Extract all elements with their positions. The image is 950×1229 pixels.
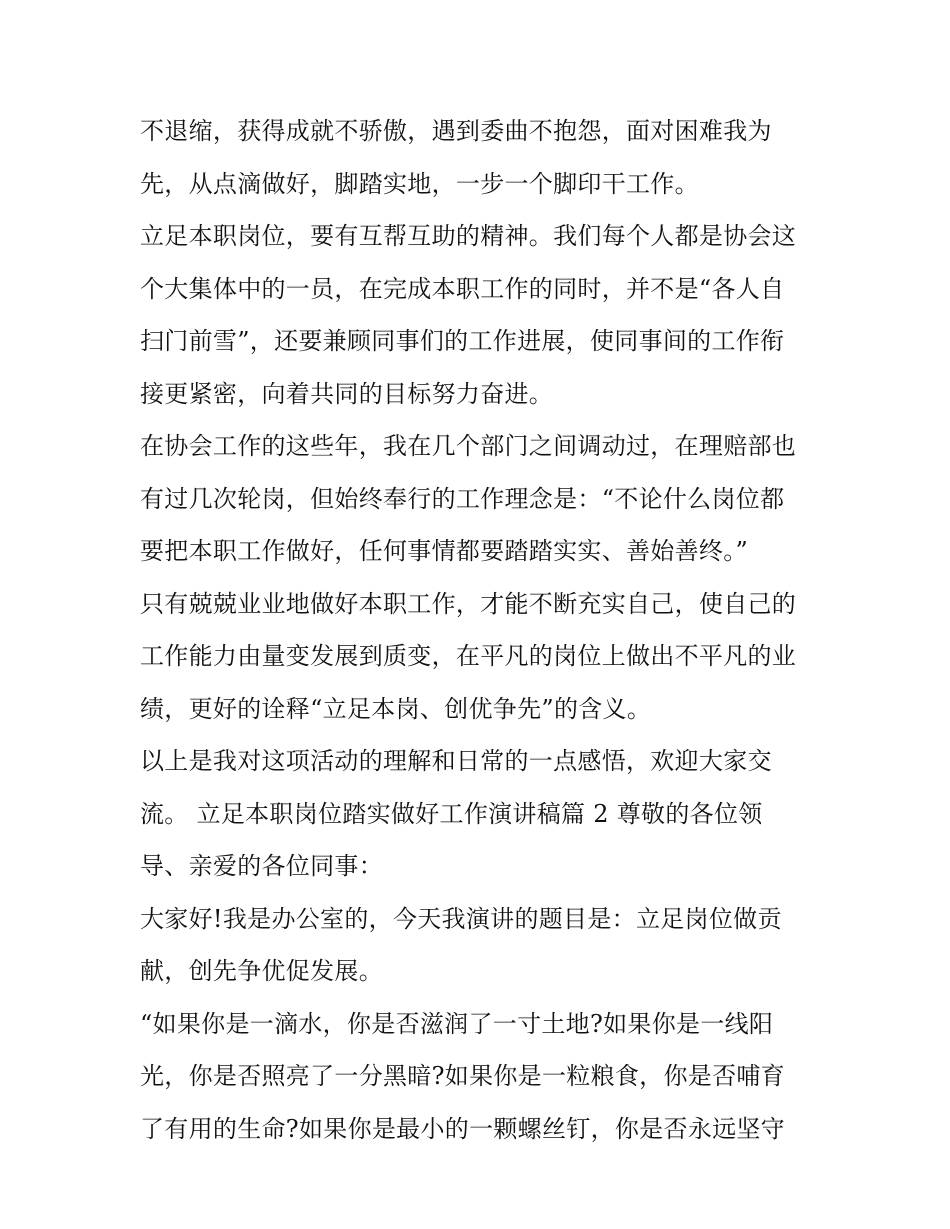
text-line: 个大集体中的一员，在完成本职工作的同时，并不是“各人自 [140,274,785,303]
text-line: 在协会工作的这些年，我在几个部门之间调动过，在理赔部也 [140,432,797,460]
text-line: 要把本职工作做好，任何事情都要踏踏实实、善始善终。” [140,537,749,565]
text-line: 不退缩，获得成就不骄傲，遇到委曲不抱怨，面对困难我为 [140,117,772,145]
body-text [140,105,840,1155]
text-line: 工作能力由量变发展到质变，在平凡的岗位上做出不平凡的业 [140,642,797,670]
text-line: 导、亲爱的各位同事： [140,852,383,880]
text-line: 接更紧密，向着共同的目标努力奋进。 [140,379,554,408]
text-line: 只有兢兢业业地做好本职工作，才能不断充实自己，使自己的 [140,589,797,618]
text-line: 流。 立足本职岗位踏实做好工作演讲稿篇 2 尊敬的各位领 [140,799,763,828]
text-line: “如果你是一滴水，你是否滋润了一寸土地?如果你是一线阳 [140,1009,774,1038]
text-line: 了有用的生命?如果你是最小的一颗螺丝钉，你是否永远坚守 [140,1114,785,1143]
text-line: 光，你是否照亮了一分黑暗?如果你是一粒粮食，你是否哺育 [140,1062,785,1090]
text-line: 大家好!我是办公室的，今天我演讲的题目是：立足岗位做贡 [140,904,782,933]
text-line: 有过几次轮岗，但始终奉行的工作理念是：“不论什么岗位都 [140,484,785,513]
text-line: 以上是我对这项活动的理解和日常的一点感悟，欢迎大家交 [140,747,772,775]
text-line: 先，从点滴做好，脚踏实地，一步一个脚印干工作。 [140,169,699,198]
text-line: 绩，更好的诠释“立足本岗、创优争先”的含义。 [140,694,652,723]
text-line: 立足本职岗位，要有互帮互助的精神。我们每个人都是协会这 [140,222,797,250]
text-line: 献，创先争优促发展。 [140,957,383,985]
text-line: 扫门前雪”，还要兼顾同事们的工作进展，使同事间的工作衔 [140,327,785,355]
